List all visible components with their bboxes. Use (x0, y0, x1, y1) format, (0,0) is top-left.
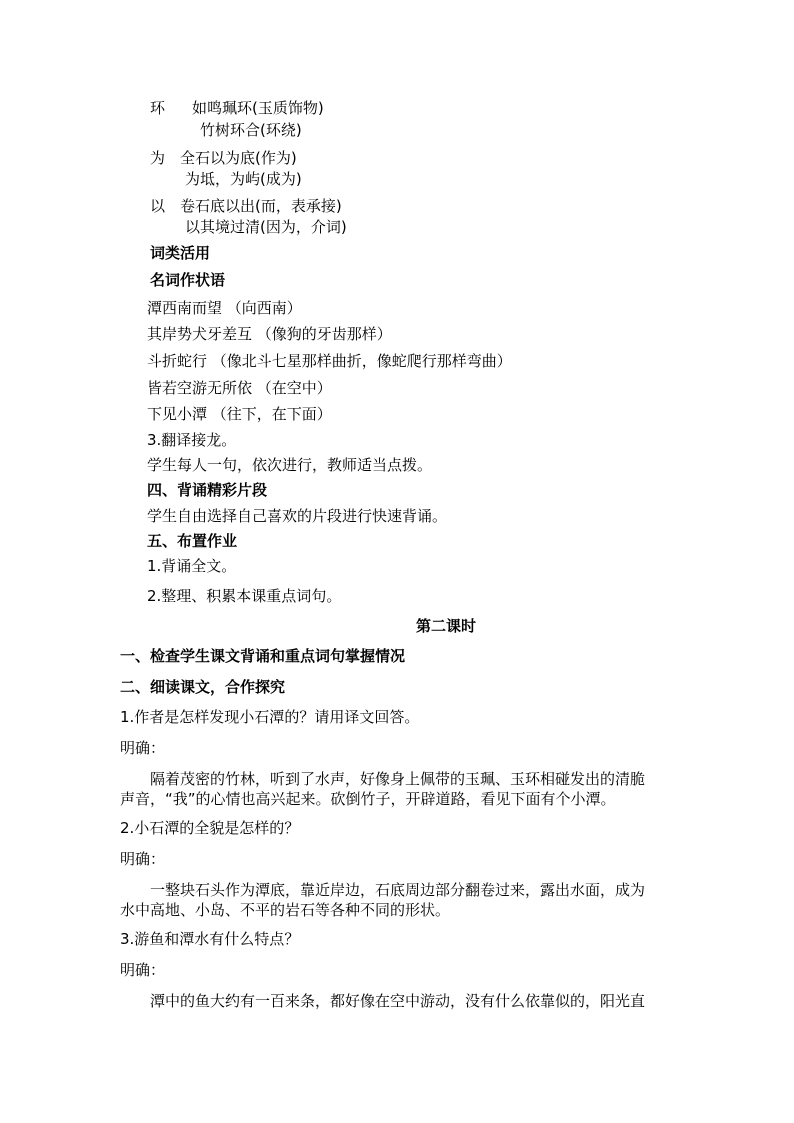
lesson2-title: 第二课时 (416, 617, 477, 635)
translation-heading: 3.翻译接龙。 (147, 431, 237, 449)
answer-label: 明确： (120, 739, 166, 757)
vocab-yi-example-1: 卷石底以出(而，表承接) (180, 197, 342, 215)
vocab-char-yi: 以 (150, 197, 166, 215)
answer-3-text: 潭中的鱼大约有一百来条，都好像在空中游动，没有什么依靠似的，阳光直 (150, 992, 646, 1010)
answer-label: 明确： (120, 850, 166, 868)
answer-2-text-cont: 水中高地、小岛、不平的岩石等各种不同的形状。 (120, 901, 451, 919)
vocab-huan-example-1: 如鸣珮环(玉质饰物) (192, 99, 324, 117)
vocab-char-wei: 为 (150, 149, 166, 167)
question-2: 2.小石潭的全貌是怎样的？ (120, 819, 300, 837)
vocab-wei-example-1: 全石以为底(作为) (180, 149, 297, 167)
lesson2-part2-heading: 二、细读课文，合作探究 (120, 678, 286, 696)
answer-2-text: 一整块石头作为潭底，靠近岸边，石底周边部分翻卷过来，露出水面，成为 (150, 881, 646, 899)
section4-heading: 四、背诵精彩片段 (147, 481, 268, 499)
section5-heading: 五、布置作业 (147, 532, 238, 550)
question-1: 1.作者是怎样发现小石潭的？请用译文回答。 (120, 708, 420, 726)
answer-1-text: 隔着茂密的竹林，听到了水声，好像身上佩带的玉珮、玉环相碰发出的清脆 (150, 770, 646, 788)
word-class-heading: 词类活用 (150, 244, 211, 262)
answer-1-text-cont: 声音，“我”的心情也高兴起来。砍倒竹子，开辟道路，看见下面有个小潭。 (120, 790, 616, 808)
word-class-item: 下见小潭 （往下，在下面） (147, 405, 332, 423)
translation-body: 学生每人一句，依次进行，教师适当点拨。 (147, 456, 433, 474)
word-class-item: 其岸势犬牙差互 （像狗的牙齿那样） (147, 325, 392, 343)
answer-label: 明确： (120, 961, 166, 979)
question-3: 3.游鱼和潭水有什么特点？ (120, 930, 300, 948)
lesson2-part1-heading: 一、检查学生课文背诵和重点词句掌握情况 (120, 647, 406, 665)
vocab-huan-example-2: 竹树环合(环绕) (200, 121, 302, 139)
vocab-yi-example-2: 以其境过清(因为，介词) (185, 218, 347, 236)
word-class-item: 斗折蛇行 （像北斗七星那样曲折，像蛇爬行那样弯曲） (147, 352, 512, 370)
homework-item: 2.整理、积累本课重点词句。 (147, 587, 342, 605)
vocab-wei-example-2: 为坻，为屿(成为) (185, 170, 302, 188)
word-class-item: 皆若空游无所依 （在空中） (147, 379, 332, 397)
word-class-item: 潭西南而望 （向西南） (147, 299, 302, 317)
homework-item: 1.背诵全文。 (147, 557, 237, 575)
word-class-subheading: 名词作状语 (150, 271, 226, 289)
section4-body: 学生自由选择自己喜欢的片段进行快速背诵。 (147, 507, 448, 525)
vocab-char-huan: 环 (150, 99, 166, 117)
